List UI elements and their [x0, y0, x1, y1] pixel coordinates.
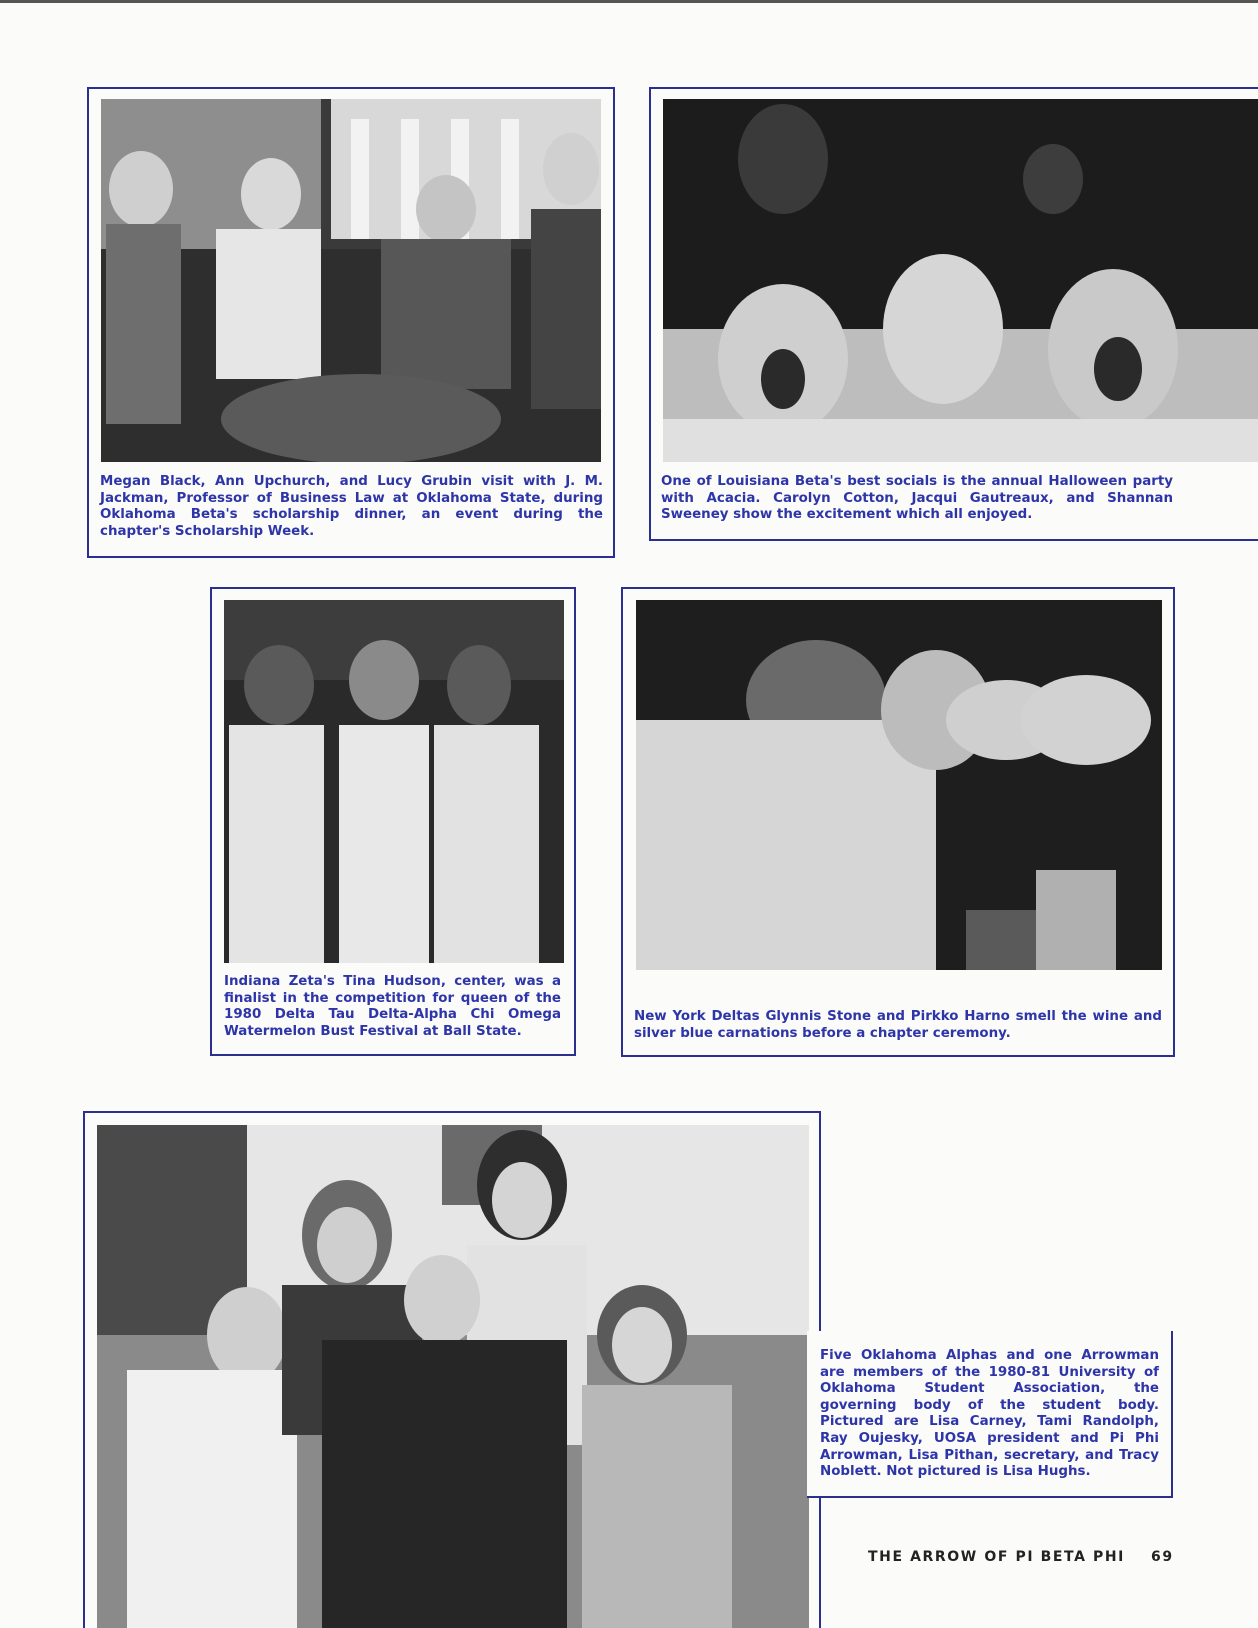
- caption-box-5-right-rule: [1171, 1331, 1173, 1498]
- caption-student-association: Five Oklahoma Alphas and one Arrowman are members of the 1980-81 University of Oklahoma Student Association, the governing body of the student body. Pictured are Lisa Carney, Tami Randolph, Ray Oujesky, UOSA president and Pi Phi Arrowman, Lisa Pithan, secretary, and Tracy Noblett. Not pictured is Lisa Hughs.: [820, 1348, 1159, 1480]
- page-number: 69: [1151, 1549, 1174, 1565]
- caption-halloween-party: One of Louisiana Beta's best socials is the annual Halloween party with Acacia. Carolyn Cotton, Jacqui Gautreaux, and Shannan Sweeney show the excitement which all enjoyed.: [661, 474, 1173, 523]
- photo-scholarship-dinner: [101, 99, 601, 462]
- publication-title: THE ARROW OF PI BETA PHI: [868, 1549, 1125, 1565]
- page-top-edge: [0, 0, 1258, 3]
- caption-scholarship-dinner: Megan Black, Ann Upchurch, and Lucy Grubin visit with J. M. Jackman, Professor of Business Law at Oklahoma State, during Oklahoma Beta's scholarship dinner, an event during the chapter's Scholarship Week.: [100, 474, 603, 539]
- photo-watermelon-bust: [224, 600, 564, 963]
- photo-student-association: [97, 1125, 809, 1628]
- photo-carnations: [636, 600, 1162, 970]
- page-footer: [868, 1549, 1174, 1565]
- caption-watermelon-bust: Indiana Zeta's Tina Hudson, center, was a finalist in the competition for queen of the 1980 Delta Tau Delta-Alpha Chi Omega Watermelon Bust Festival at Ball State.: [224, 974, 561, 1039]
- photo-halloween-party: [663, 99, 1258, 462]
- caption-carnations: New York Deltas Glynnis Stone and Pirkko Harno smell the wine and silver blue carnations before a chapter ceremony.: [634, 1009, 1162, 1041]
